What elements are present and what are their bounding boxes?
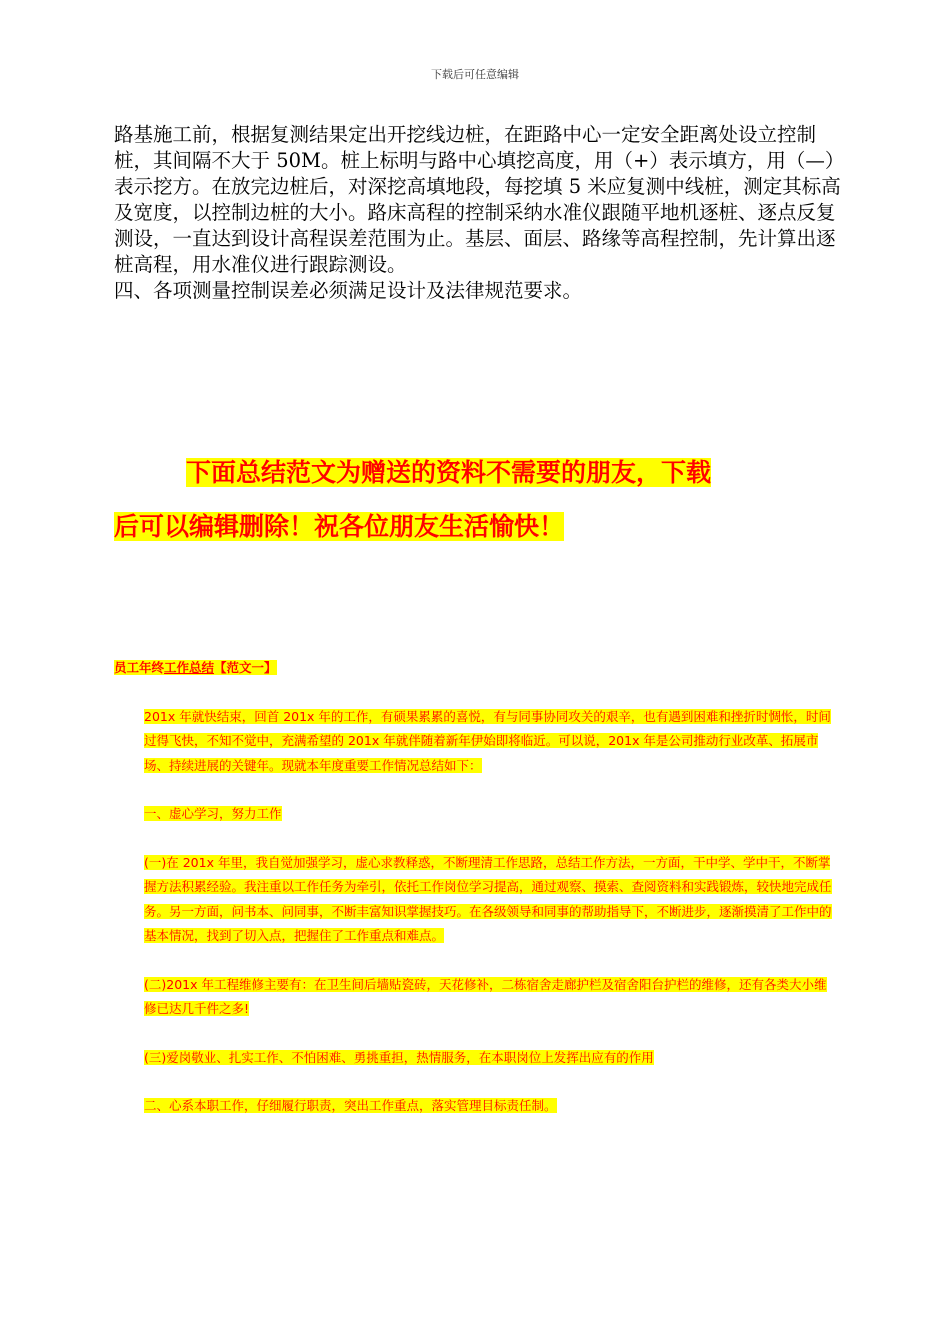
sample-paragraph-1-text: 201x 年就快结束，回首 201x 年的工作，有硕果累累的喜悦，有与同事协同攻关的艰辛，也有遇到困难和挫折时惆怅，时间过得飞快，不知不觉中，充满希望的 201x 年就伴随着新年伊始即将临近。可以说，201x 年是公司推动行业改革、拓展市场、持续进展的关键年。现就本年度重要工作情况总结如下：	[144, 708, 831, 773]
sample-paragraph-2-text: (一)在 201x 年里，我自觉加强学习，虚心求教释惑，不断理清工作思路，总结工作方法，一方面，干中学、学中干，不断掌握方法积累经验。我注重以工作任务为牵引，依托工作岗位学习提高，通过观察、摸索、查阅资料和实践锻炼，较快地完成任务。另一方面，问书本、问同事，不断丰富知识掌握技巧。在各级领导和同事的帮助指导下，不断进步，逐渐摸清了工作中的基本情况，找到了切入点，把握住了工作重点和难点。	[144, 854, 832, 943]
sample-heading-2	[114, 1094, 836, 1119]
sample-heading-1-text: 一、虚心学习，努力工作	[144, 806, 282, 821]
page-header: 下载后可任意编辑	[431, 68, 519, 81]
notice-banner	[114, 446, 834, 554]
sample-heading-2-text: 二、心系本职工作，仔细履行职责，突出工作重点，落实管理目标责任制。	[144, 1098, 557, 1113]
sample-title-prefix: 员工年终	[114, 660, 165, 675]
sample-paragraph-4-text: (三)爱岗敬业、扎实工作、不怕困难、勇挑重担，热情服务，在本职岗位上发挥出应有的作用	[144, 1049, 654, 1065]
body-text	[114, 122, 844, 304]
sample-paragraph-4	[114, 1046, 836, 1071]
sample-paragraph-3	[114, 973, 836, 1022]
sample-heading-1	[114, 802, 836, 827]
sample-paragraph-1	[114, 705, 836, 779]
body-paragraph-2: 四、各项测量控制误差必须满足设计及法律规范要求。	[114, 279, 583, 302]
sample-paragraph-2	[114, 851, 836, 949]
notice-line-2: 后可以编辑删除！祝各位朋友生活愉快！	[114, 512, 565, 541]
sample-title-link[interactable]: 工作总结	[164, 660, 215, 675]
sample-title-suffix: 【范文一】	[214, 660, 277, 675]
sample-paragraph-3-text: (二)201x 年工程维修主要有：在卫生间后墙贴瓷砖，天花修补，二栋宿舍走廊护栏及宿舍阳台护栏的维修，还有各类大小维修已达几千件之多!	[144, 976, 827, 1016]
sample-title	[114, 656, 836, 681]
body-paragraph-1: 路基施工前，根据复测结果定出开挖线边桩，在距路中心一定安全距离处设立控制桩，其间隔不大于 50M。桩上标明与路中心填挖高度，用（+）表示填方，用（—）表示挖方。在放完边桩后，对深挖高填地段，每挖填 5 米应复测中线桩，测定其标高及宽度，以控制边桩的大小。路床高程的控制采纳水准仪跟随平地机逐桩、逐点反复测设，一直达到设计高程误差范围为止。基层、面层、路缘等高程控制，先计算出逐桩高程，用水准仪进行跟踪测设。	[114, 123, 841, 276]
sample-document	[114, 656, 836, 1143]
notice-line-1: 下面总结范文为赠送的资料不需要的朋友，下载	[186, 458, 712, 487]
